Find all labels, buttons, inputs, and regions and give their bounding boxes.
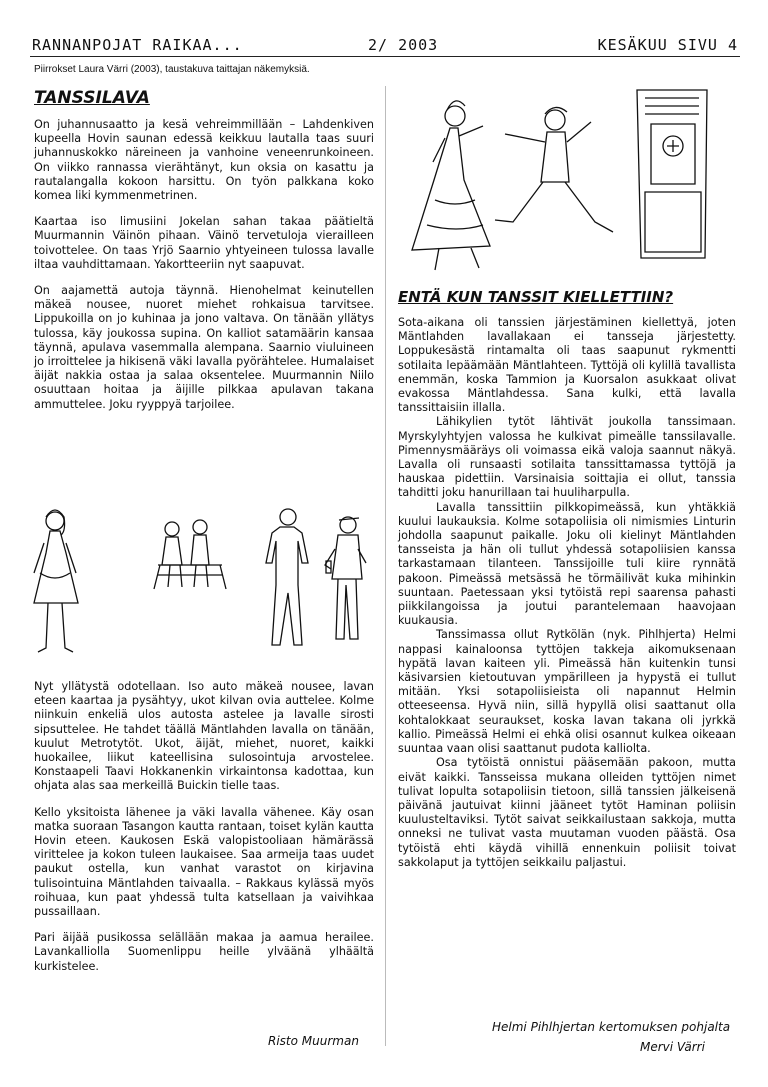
left-paragraph-4: Nyt yllätystä odotellaan. Iso auto mäkeä nousee, lavan eteen kaartaa ja pysähtyy, ukot kilvan ovia auttelee. Kolme niinkuin enkeliä ulos autosta astelee ja lavalle sirosti sipsuttelee. He tahdet täällä Mäntlahden lavalla on tänään, kuulut Metrotytöt. Ukot, äijät, miehet, nuoret, kaikki huokailee, liikut kateellisina sulosointuja arvostelee. Konstaapeli Taavi Hokkanenkin virkaintonsa kadottaa, kun ohjata alas saa merkeillä Buickin tielle taas. [34,680,374,793]
illustration-credit: Piirrokset Laura Värri (2003), taustakuva taittajan näkemyksiä. [34,64,310,75]
column-divider [385,86,386,1046]
right-paragraph-5: Osa tytöistä onnistui pääsemään pakoon, mutta eivät kaikki. Tansseissa mukana olleiden tyttöjen nimet tulivat lopulta sotapoliisin tietoon, sillä tanssien jälkeisenä päivänä jautuivat kiinni jääneet tytöt Haminan poliisin kuulusteltaviksi. Tytöt saivat seikkailustaan sakkoja, mutta onneksi ne tulivat vasta muutaman vuoden päästä. Osa tytöistä ehti käydä vihillä ennenkuin poliisit toivat sakkolaput ja tyttöjen seikkailu paljastui. [398,756,736,869]
right-paragraph-2: Lähikylien tytöt lähtivät joukolla tanssimaan. Myrskylyhtyjen valossa he kulkivat pimeälle tanssilavalle. Pimennysmääräys oli voimassa eikä valoja saannut näkyä. Lavalla oli runsaasti sotilaita tanssittamassa tyttöjä ja hauskaa pidettiin. Varsinaisia soittajia ei ollut, tanssia tahditti joku hanurillaan tai huuliharpulla. [398,415,736,500]
left-paragraph-2: Kaartaa iso limusiini Jokelan sahan takaa päätieltä Muurmannin Väinön pihaan. Väinö tervetuloja vierailleen toivottelee. On taas Yrjö Saarnio yhtyeineen tulossa lavalle iltaa vauhdittamaan. Yakortteeriin nyt saapuvat. [34,215,374,271]
dancing-man [495,107,613,232]
issue-number: 2/ 2003 [368,36,439,54]
left-article [34,88,374,412]
left-signature: Risto Muurman [268,1034,359,1048]
left-paragraph-6: Pari äijää pusikossa selällään makaa ja aamua herailee. Lavankalliolla Suomenlippu heille ylväänä ylhäältä kurkistelee. [34,931,374,973]
dancing-couple-illustration [405,80,735,280]
right-paragraph-3: Lavalla tanssittiin pilkkopimeässä, kun yhtäkkiä kuului laukauksia. Kolme sotapoliisia oli nimismies Linturin johdolla saapunut paikalle. Joku oli kielinyt Mäntlahden tansseista ja hän oli tullut yhdessä sotapoliisien kanssa tarkastamaan tilanteen. Tanssijoille tuli kiire rynnätä pakoon. Pimeässä metsässä he törmäilivät kuka mihinkin suuntaan. Paetessaan yksi tytöistä repi saarensa pahasti piikkilangoissa ja joutui parantelemaan haavojaan kuukausia. [398,500,736,628]
right-paragraph-1: Sota-aikana oli tanssien järjestäminen kiellettyä, joten Mäntlahden lavallakaan ei tansseja järjestetty. Loppukesästä rintamalta oli taas saapunut rykmentti sotilaita lepäämään Mäntlahteen. Tyttöjä oli kylillä tavallista enemmän, koska Tammion ja Kuorsalon asukkaat olivat evakossa Mäntlahdessa. Sana kulki, että lavalla tanssittaisiin illalla. [398,316,736,415]
source-note: Helmi Pihlhjertan kertomuksen pohjalta [492,1020,731,1034]
date-and-page: KESÄKUU SIVU 4 [597,36,738,54]
left-paragraph-5: Kello yksitoista lähenee ja väki lavalla vähenee. Käy osan matka suoraan Tasangon kautta rantaan, toiset kylän kautta Hovin eteen. Kaukosen Eskä valopistooliaan hämärässä virittelee ja kokon tuleen laukaisee. Saa armeija taas uudet paukut ostella, kun vanhat varastot on kirjavina tulisointuina Mäntlahden taivaalla. – Rakkaus kylässä myös roihuaa, kun paat yhdessä tulta katsellaan ja vaivihkaa pussaillaan. [34,805,374,919]
right-article-title: ENTÄ KUN TANSSIT KIELLETTIIN? [398,288,674,306]
newsletter-name: RANNANPOJAT RAIKAA... [32,36,243,54]
tall-man [266,509,308,645]
left-article-continued [34,680,374,974]
right-signature: Mervi Värri [640,1040,705,1054]
right-paragraph-4: Tanssimassa ollut Rytkölän (nyk. Pihlhjerta) Helmi nappasi kainaloonsa tyttöjen takkeja aikomuksenaan hypätä lavan kaiteen yli. Pimeässä hän kuitenkin tunsi käsivarsien kietoutuvan ympärilleen ja hypystä ei tullut mitään. Yksi sotapoliisieista oli napannut Helmin otteeseensa. Hyvä niin, sillä hypyllä olisi saattanut olla kohtalokkaat seuraukset, koska lavan takana oli jyrkkä kallio. Pimeässä Helmi ei ehkä olisi osannut kulkea oikeaan suuntaa vaan olisi saattanut pudota kalliolta. [398,628,736,756]
left-paragraph-3: On aajamettä autoja täynnä. Hienohelmat keinutellen mäkeä nousee, nuoret miehet rohkaisua tarvitsee. Lippukoilla on jo kuhinaa ja jono valtava. On tänään yllätys tulossa, käy joukossa supina. On kalliot satamäärin kansaa täynnä, apulava vasemmalla alempana. Saarnio viuluineen jo irroittelee ja hikisenä väki lavalla pyörähtelee. Humalaiset äijät nakkia ostaa ja salaa oksentelee. Muurmannin Niilo osuuttaan hoitaa ja äijille pilkkaa apulavan takana ammuttelee. Joku ryyppyä tarjoilee. [34,284,374,411]
woman-figure [34,510,78,652]
jukebox [637,90,707,258]
bench-couple [154,520,226,589]
dancers-illustration [30,503,375,668]
page-header [30,34,740,57]
left-paragraph-1: On juhannusaatto ja kesä vehreimmillään – Lahdenkiven kupeella Hovin saunan edessä keikkuu lautalla taas suuri juhannuskokko näreineen ja vanhoine veneenrunkoineen. On viikko rannassa vierähtänyt, kun oksia on kasattu ja rautalangalla kokoon harsittu. On työn palkkana koko komea liki kymmenmetrinen. [34,118,374,203]
dancing-woman [412,101,490,270]
right-article [398,288,736,870]
capped-man [325,517,366,639]
left-article-title: TANSSILAVA [34,88,150,108]
